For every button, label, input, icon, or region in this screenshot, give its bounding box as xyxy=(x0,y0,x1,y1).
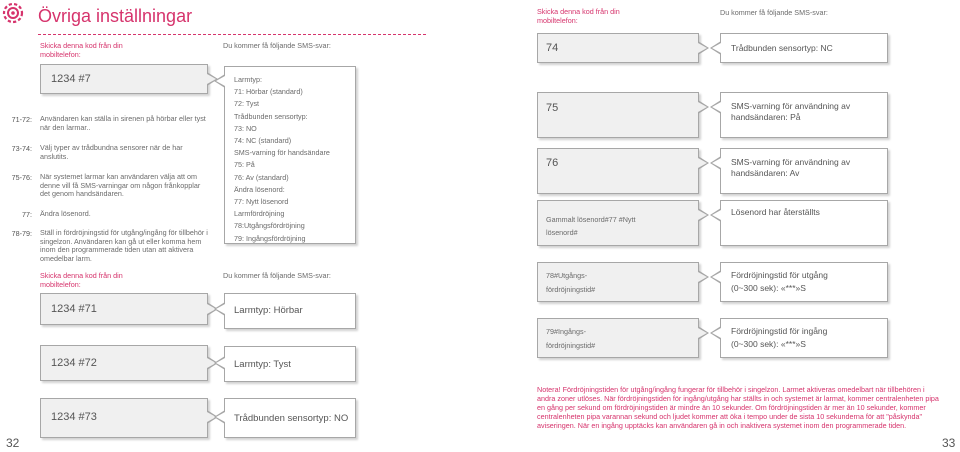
menu-line: Ändra lösenord: xyxy=(234,184,285,194)
row-description: Välj typer av trådbundna sensorer när de har anslutits. xyxy=(40,143,183,161)
code-text: 1234 #71 xyxy=(51,303,97,315)
sms-reply-label: Du kommer få följande SMS-svar: xyxy=(223,41,331,50)
bubble-tail xyxy=(698,326,709,340)
code-bubble-72 xyxy=(40,345,208,381)
code-text: 76 xyxy=(546,157,559,169)
reply-bubble xyxy=(720,148,888,194)
code-text: 79#Ingångs-fördröjningstid# xyxy=(546,327,596,350)
bubble-tail xyxy=(710,326,721,340)
menu-line: 78:Utgångsfördröjning xyxy=(234,221,305,231)
bubble-tail xyxy=(710,41,721,55)
menu-line: 77: Nytt lösenord xyxy=(234,197,289,207)
menu-line: 73: NO xyxy=(234,123,257,133)
reply-bubble xyxy=(720,33,888,63)
note-text: Notera! Fördröjningstiden för utgång/ingång fungerar för tillbehör i singelzon. Larmet aktiveras omedelbart när tillbehören i andra zoner utlöses. När fördröjningstiden för ingång/utgång har ställts in och systemet är larmat, kommer centralenheten pipa en gång per sekund om fördröjningstiden är mindre än 10 sekunder. Om fördröjningstiden är mer än 10 sekunder, kommer centralenheten pipa varannan sekund och ljudet kommer att öka i tempo under de sista 10 sekunderna för att "påskynda" aviseringen. När en ingång upptäcks kan användaren gå in och inaktivera systemet inom den programmerade tiden. xyxy=(537,385,939,430)
bubble-tail xyxy=(214,356,225,370)
reply-text: SMS-varning för användning av handsändaren: Av xyxy=(731,157,851,178)
reply-bubble xyxy=(224,398,356,438)
code-bubble-79 xyxy=(537,318,699,358)
code-text: 1234 #73 xyxy=(51,411,97,423)
reply-bubble xyxy=(720,318,888,358)
code-text: 74 xyxy=(546,42,559,54)
menu-line: Larmfördröjning xyxy=(234,209,285,219)
row-number: 78-79: xyxy=(11,229,32,238)
row-number: 73-74: xyxy=(11,144,32,153)
reply-bubble xyxy=(720,262,888,302)
bubble-tail xyxy=(698,156,709,170)
code-text: 75 xyxy=(546,102,559,114)
reply-bubble xyxy=(720,200,888,246)
menu-list-bubble xyxy=(224,66,356,244)
code-text: 78#Utgångs-fördröjningstid# xyxy=(546,271,596,294)
reply-text: Larmtyp: Tyst xyxy=(234,359,291,370)
code-bubble-76 xyxy=(537,148,699,194)
reply-text: Larmtyp: Hörbar xyxy=(234,305,303,316)
send-code-label: Skicka denna kod från din mobiltelefon: xyxy=(537,7,620,25)
bubble-tail xyxy=(214,74,225,88)
code-bubble-78 xyxy=(537,262,699,302)
reply-bubble xyxy=(224,346,356,382)
row-number: 77: xyxy=(22,210,32,219)
bubble-tail xyxy=(698,100,709,114)
sms-reply-label: Du kommer få följande SMS-svar: xyxy=(720,8,828,17)
row-number: 71-72: xyxy=(11,115,32,124)
code-bubble-71 xyxy=(40,293,208,325)
bubble-tail xyxy=(710,156,721,170)
row-description: Ändra lösenord. xyxy=(40,209,91,218)
page-title: Övriga inställningar xyxy=(38,6,193,26)
menu-line: Larmtyp: xyxy=(234,75,262,84)
bubble-tail xyxy=(698,270,709,284)
code-bubble-77 xyxy=(537,200,699,246)
reply-text: Fördröjningstid för utgång (0~300 sek): «***»S xyxy=(731,270,828,293)
menu-line: 79: Ingångsfördröjning xyxy=(234,233,306,243)
row-number: 75-76: xyxy=(11,173,32,182)
menu-line: 74: NC (standard) xyxy=(234,136,292,146)
bubble-tail xyxy=(214,410,225,424)
menu-list xyxy=(234,74,354,245)
reply-text: Trådbunden sensortyp: NC xyxy=(731,43,833,53)
code-bubble-73 xyxy=(40,398,208,438)
menu-line: 72: Tyst xyxy=(234,99,260,109)
gear-icon xyxy=(0,0,26,26)
code-text: 1234 #7 xyxy=(51,73,91,85)
reply-text: Trådbunden sensortyp: NO xyxy=(234,413,349,424)
bubble-tail xyxy=(698,208,709,222)
sms-reply-label: Du kommer få följande SMS-svar: xyxy=(223,271,331,280)
bubble-tail xyxy=(710,100,721,114)
code-text: 1234 #72 xyxy=(51,357,97,369)
code-bubble-7 xyxy=(40,64,208,94)
menu-line: 75: På xyxy=(234,160,255,170)
page-number-left: 32 xyxy=(6,436,20,450)
reply-bubble xyxy=(224,293,356,329)
menu-line: SMS-varning för handsändare xyxy=(234,148,330,158)
code-text: Gammalt lösenord#77 #Nytt lösenord# xyxy=(546,215,636,237)
row-description: Användaren kan ställa in sirenen på hörbar eller tyst när den larmar.. xyxy=(40,114,206,132)
send-code-label: Skicka denna kod från din mobiltelefon: xyxy=(40,271,123,289)
page-number-right: 33 xyxy=(942,436,956,450)
reply-text: SMS-varning för användning av handsändaren: På xyxy=(731,101,851,122)
menu-line: 76: Av (standard) xyxy=(234,172,289,182)
menu-line: Trådbunden sensortyp: xyxy=(234,111,308,121)
bubble-tail xyxy=(214,302,225,316)
row-description: När systemet larmar kan användaren välja att om denne vill få SMS-varningar om någon frånkopplar det genom handsändaren. xyxy=(40,172,201,199)
code-bubble-75 xyxy=(537,92,699,138)
bubble-tail xyxy=(710,208,721,222)
reply-bubble xyxy=(720,92,888,138)
bubble-tail xyxy=(710,270,721,284)
row-description: Ställ in fördröjningstid för utgång/ingång för tillbehör i singelzon. Användaren kan gå ut eller komma hem inom den programmerade tiden utan att aktivera omedelbar larm. xyxy=(40,228,208,263)
reply-text: Fördröjningstid för ingång (0~300 sek): «***»S xyxy=(731,326,828,349)
menu-line: 71: Hörbar (standard) xyxy=(234,87,303,97)
send-code-label: Skicka denna kod från din mobiltelefon: xyxy=(40,41,123,59)
bubble-tail xyxy=(698,41,709,55)
code-bubble-74 xyxy=(537,33,699,63)
reply-text: Lösenord har återställts xyxy=(731,207,820,217)
title-divider xyxy=(38,34,426,35)
